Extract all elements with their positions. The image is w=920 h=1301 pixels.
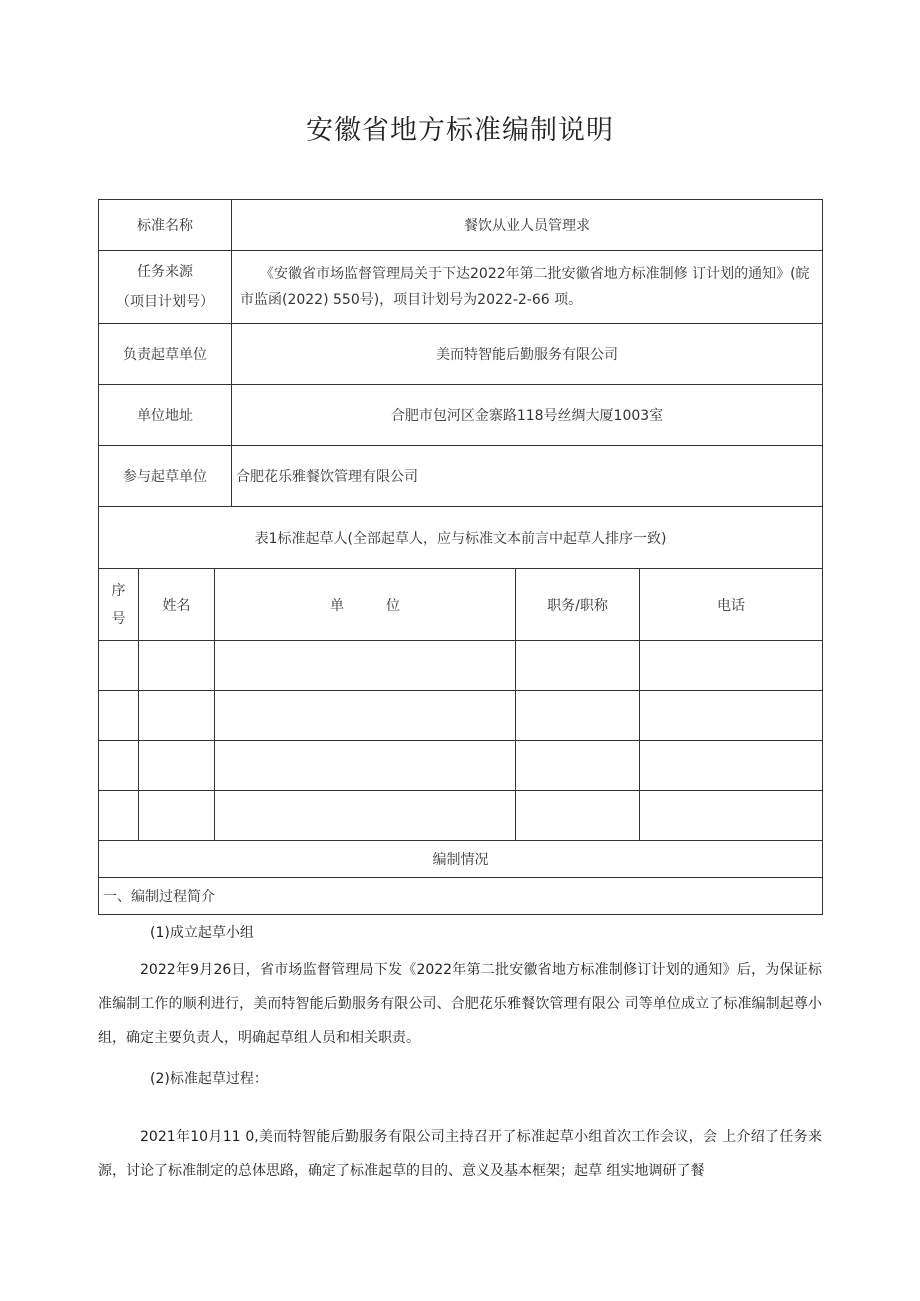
drafter-position-cell <box>516 741 640 791</box>
drafter-unit-cell <box>215 691 516 741</box>
drafters-header-row <box>99 569 823 641</box>
participating-unit-value: 合肥花乐雅餐饮管理有限公司 <box>232 446 823 507</box>
task-source-label <box>99 251 232 324</box>
drafter-phone-cell <box>640 741 823 791</box>
header-position: 职务/职称 <box>516 569 640 641</box>
drafter-row <box>99 741 823 791</box>
header-seq-line1: 序 <box>111 582 126 599</box>
subheading-drafting-process: (2)标准起草过程： <box>150 1071 268 1087</box>
header-seq <box>99 569 139 641</box>
standard-name-value: 餐饮从业人员管理求 <box>232 200 823 251</box>
process-section-row <box>99 878 823 915</box>
drafter-phone-cell <box>640 691 823 741</box>
unit-address-row <box>99 385 823 446</box>
header-phone: 电话 <box>640 569 823 641</box>
drafter-row <box>99 691 823 741</box>
compilation-heading-row <box>99 841 823 878</box>
task-source-label-line1: 任务来源 <box>137 264 193 280</box>
standard-name-row <box>99 200 823 251</box>
task-source-value: 《安徽省市场监督管理局关于下达2022年第二批安徽省地方标准制修 订计划的通知》(皖市监函(2022) 550号)，项目计划号为2022-2-66 项。 <box>232 251 823 324</box>
drafters-caption-row <box>99 507 823 569</box>
drafter-position-cell <box>516 691 640 741</box>
drafting-unit-value: 美而特智能后勤服务有限公司 <box>232 324 823 385</box>
drafter-row <box>99 791 823 841</box>
process-section-heading: 一、编制过程简介 <box>99 878 823 915</box>
paragraph-form-group: 2022年9月26日，省市场监督管理局下发《2022年第二批安徽省地方标准制修订计划的通知》后，为保证标准编制工作的顺利进行，美而特智能后勤服务有限公司、合肥花乐雅餐饮管理有限公 司等单位成立了标准编制起尊小组，确定主要负责人，明确起草组人员和相关职责。 <box>98 962 822 1046</box>
drafter-unit-cell <box>215 741 516 791</box>
drafter-name-cell <box>139 641 215 691</box>
drafter-position-cell <box>516 641 640 691</box>
drafters-table-caption: 表1标准起草人(全部起草人，应与标准文本前言中起草人排序一致) <box>99 507 823 569</box>
drafting-unit-label: 负责起草单位 <box>99 324 232 385</box>
paragraph-drafting-process: 2021年10月11 0,美而特智能后勤服务有限公司主持召开了标准起草小组首次工作会议，会 上介绍了任务来源，讨论了标准制定的总体思路，确定了标准起草的目的、意义及基本框架；起草 组实地调研了餐 <box>98 1129 822 1179</box>
standard-name-label: 标准名称 <box>99 200 232 251</box>
drafter-name-cell <box>139 691 215 741</box>
task-source-row <box>99 251 823 324</box>
drafter-unit-cell <box>215 791 516 841</box>
page-title: 安徽省地方标准编制说明 <box>306 115 614 146</box>
header-seq-line2: 号 <box>111 610 126 627</box>
body-section-1 <box>98 922 822 944</box>
drafter-phone-cell <box>640 791 823 841</box>
drafter-unit-cell <box>215 641 516 691</box>
participating-unit-row <box>99 446 823 507</box>
task-source-label-line2: （项目计划号） <box>116 294 214 310</box>
body-paragraph-2 <box>98 1120 822 1188</box>
drafter-phone-cell <box>640 641 823 691</box>
drafter-position-cell <box>516 791 640 841</box>
body-section-2 <box>98 1068 822 1090</box>
unit-address-label: 单位地址 <box>99 385 232 446</box>
participating-unit-label: 参与起草单位 <box>99 446 232 507</box>
header-name: 姓名 <box>139 569 215 641</box>
drafter-name-cell <box>139 741 215 791</box>
body-paragraph-1 <box>98 953 822 1055</box>
drafter-row <box>99 641 823 691</box>
drafter-name-cell <box>139 791 215 841</box>
compilation-heading: 编制情况 <box>99 841 823 878</box>
subheading-form-group: (1)成立起草小组 <box>150 925 254 941</box>
drafter-seq-cell <box>99 641 139 691</box>
drafter-seq-cell <box>99 791 139 841</box>
unit-address-value: 合肥市包河区金寨路118号丝绸大厦1003室 <box>232 385 823 446</box>
drafting-unit-row <box>99 324 823 385</box>
drafter-seq-cell <box>99 691 139 741</box>
drafter-seq-cell <box>99 741 139 791</box>
header-unit: 单 位 <box>215 569 516 641</box>
standard-info-table <box>98 199 823 915</box>
